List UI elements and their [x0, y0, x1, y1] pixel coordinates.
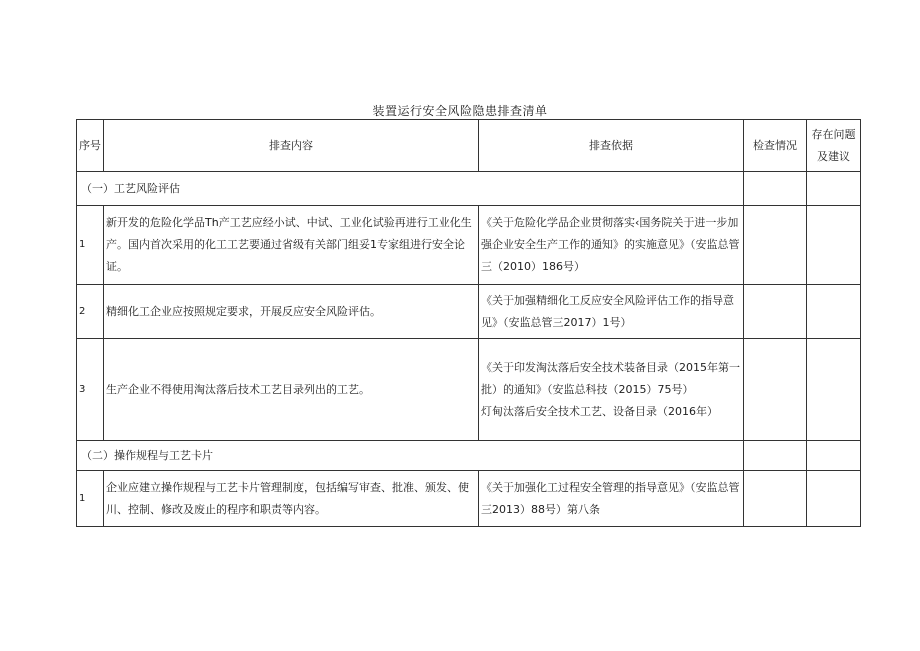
row-seq: 1 — [77, 471, 104, 527]
header-basis: 排查依据 — [479, 120, 744, 172]
problem-cell — [807, 172, 861, 206]
table-row — [77, 339, 861, 441]
status-cell — [744, 339, 807, 441]
problem-cell — [807, 339, 861, 441]
row-basis: 《关于加强精细化工反应安全风险评估工作的指导意见》（安监总管三2017）1号） — [479, 285, 744, 339]
table-row — [77, 471, 861, 527]
header-seq: 序号 — [77, 120, 104, 172]
checklist-table — [76, 119, 861, 527]
status-cell — [744, 471, 807, 527]
header-problem: 存在问题及建议 — [807, 120, 861, 172]
row-seq: 2 — [77, 285, 104, 339]
row-content: 新开发的危险化学品Th产工艺应经小试、中试、工业化试验再进行工业化生产。国内首次采用的化工工艺要通过省级有关部门组妥1专家组进行安全论证。 — [104, 206, 479, 285]
table-row — [77, 206, 861, 285]
section-title: （二）操作规程与工艺卡片 — [77, 441, 744, 471]
status-cell — [744, 206, 807, 285]
problem-cell — [807, 471, 861, 527]
row-basis: 《关于危险化学品企业贯彻落实‹国务院关于进一步加强企业安全生产工作的通知》的实施意见》（安监总管三（2010）186号） — [479, 206, 744, 285]
section-row — [77, 172, 861, 206]
basis-line-1: 《关于印发淘汰落后安全技术装备目录（2015年第一批）的通知》（安监总科技（2015）75号） — [481, 360, 740, 396]
table-row — [77, 285, 861, 339]
status-cell — [744, 441, 807, 471]
problem-cell — [807, 441, 861, 471]
status-cell — [744, 285, 807, 339]
section-title: （一）工艺风险评估 — [77, 172, 744, 206]
row-content: 精细化工企业应按照规定要求，开展反应安全风险评估。 — [104, 285, 479, 339]
row-seq: 1 — [77, 206, 104, 285]
section-row — [77, 441, 861, 471]
row-content: 生产企业不得使用淘汰落后技术工艺目录列出的工艺。 — [104, 339, 479, 441]
problem-cell — [807, 285, 861, 339]
page-title: 装置运行安全风险隐患排查清单 — [372, 104, 548, 118]
problem-cell — [807, 206, 861, 285]
status-cell — [744, 172, 807, 206]
row-basis: 《关于加强化工过程安全管理的指导意见》（安监总管三2013）88号）第八条 — [479, 471, 744, 527]
header-status: 检查情况 — [744, 120, 807, 172]
header-row — [77, 120, 861, 172]
header-content: 排查内容 — [104, 120, 479, 172]
row-seq: 3 — [77, 339, 104, 441]
row-content: 企业应建立操作规程与工艺卡片管理制度，包括编写审查、批准、颁发、使川、控制、修改及废止的程序和职责等内容。 — [104, 471, 479, 527]
row-basis — [479, 339, 744, 441]
basis-line-2: 灯甸汰落后安全技术工艺、设备目录（2016年） — [481, 404, 718, 418]
